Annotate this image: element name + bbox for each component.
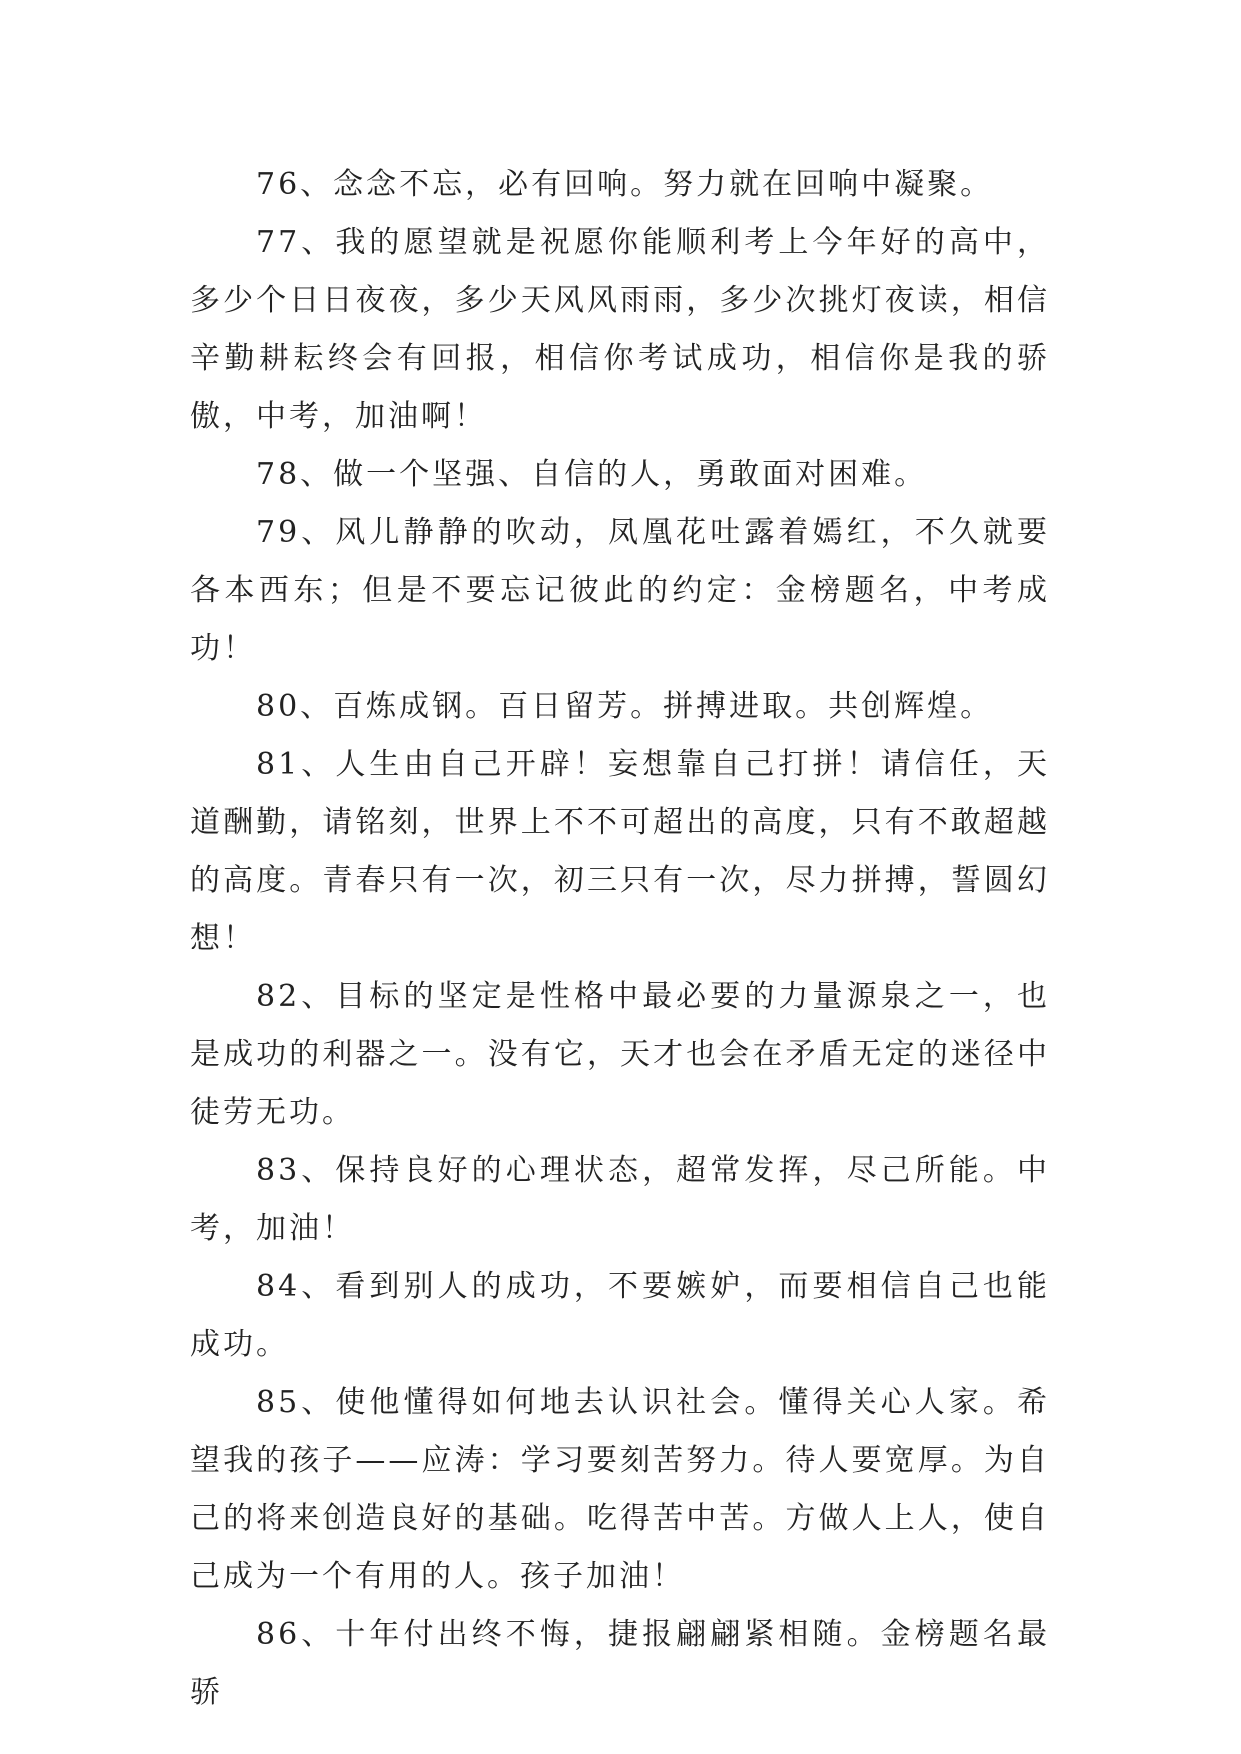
paragraph-86: 86、十年付出终不悔，捷报翩翩紧相随。金榜题名最骄 <box>190 1617 1050 1710</box>
paragraph-79: 79、风儿静静的吹动，凤凰花吐露着嫣红，不久就要各本西东；但是不要忘记彼此的约定：金榜题名，中考成功！ <box>190 515 1050 666</box>
document-body <box>190 156 1050 1722</box>
paragraph-76: 76、念念不忘，必有回响。努力就在回响中凝聚。 <box>256 167 994 202</box>
paragraph-78: 78、做一个坚强、自信的人，勇敢面对困难。 <box>256 457 928 492</box>
paragraph-84: 84、看到别人的成功，不要嫉妒，而要相信自己也能成功。 <box>190 1269 1050 1362</box>
paragraph-81: 81、人生由自己开辟！妄想靠自己打拼！请信任，天道酬勤，请铭刻，世界上不不可超出的高度，只有不敢超越的高度。青春只有一次，初三只有一次，尽力拼搏，誓圆幻想！ <box>190 747 1050 956</box>
paragraph-82: 82、目标的坚定是性格中最必要的力量源泉之一，也是成功的利器之一。没有它，天才也会在矛盾无定的迷径中徒劳无功。 <box>190 979 1050 1130</box>
paragraph-83: 83、保持良好的心理状态，超常发挥，尽己所能。中考，加油！ <box>190 1153 1050 1246</box>
paragraph-85: 85、使他懂得如何地去认识社会。懂得关心人家。希望我的孩子——应涛：学习要刻苦努力。待人要宽厚。为自己的将来创造良好的基础。吃得苦中苦。方做人上人，使自己成为一个有用的人。孩子加油！ <box>190 1385 1050 1594</box>
paragraph-77: 77、我的愿望就是祝愿你能顺利考上今年好的高中，多少个日日夜夜，多少天风风雨雨，多少次挑灯夜读，相信辛勤耕耘终会有回报，相信你考试成功，相信你是我的骄傲，中考，加油啊！ <box>190 225 1050 434</box>
paragraph-80: 80、百炼成钢。百日留芳。拼搏进取。共创辉煌。 <box>256 689 994 724</box>
